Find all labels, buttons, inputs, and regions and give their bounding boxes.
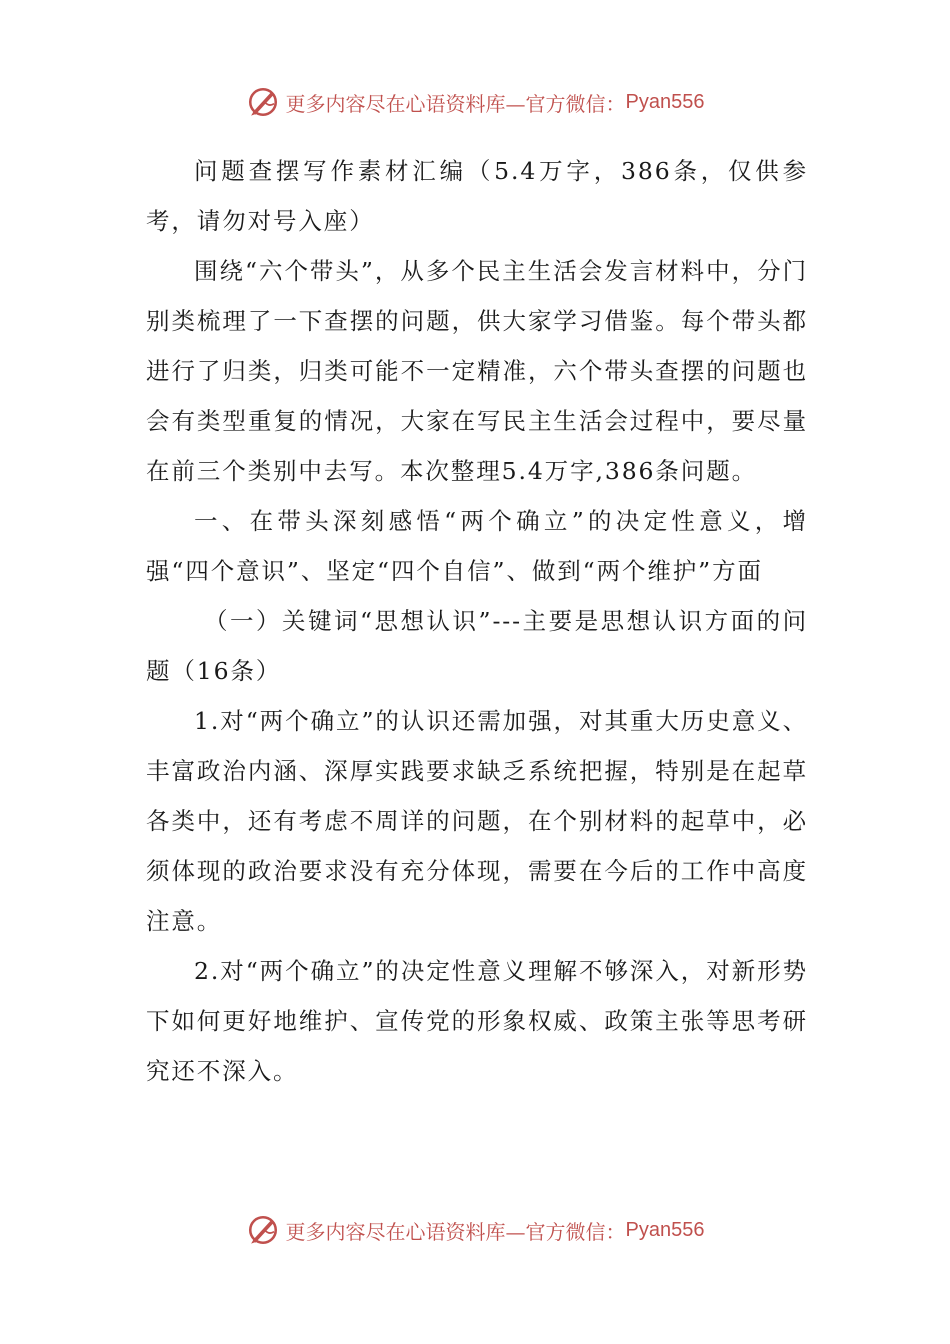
subsection-1-heading: （一）关键词“思想认识”---主要是思想认识方面的问题（16条） [146, 607, 808, 685]
pen-logo-icon [246, 1213, 280, 1247]
section-1-heading: 一、在带头深刻感悟“两个确立”的决定性意义，增强“四个意识”、坚定“四个自信”、做到“两个维护”方面 [146, 507, 808, 585]
header-wechat-id: Pyan556 [625, 90, 705, 113]
pen-logo-icon [246, 85, 280, 119]
footer-promo-text: 更多内容尽在心语资料库—官方微信： [285, 1219, 626, 1244]
document-title: 问题查摆写作素材汇编（5.4万字，386条，仅供参考，请勿对号入座） [146, 157, 808, 235]
footer-banner [0, 1210, 950, 1250]
header-banner [0, 82, 950, 122]
footer-wechat-id: Pyan556 [625, 1218, 705, 1241]
item-1: 1.对“两个确立”的认识还需加强，对其重大历史意义、丰富政治内涵、深厚实践要求缺乏系统把握，特别是在起草各类中，还有考虑不周详的问题，在个别材料的起草中，必须体现的政治要求没有充分体现，需要在今后的工作中高度注意。 [146, 707, 808, 935]
intro-paragraph: 围绕“六个带头”，从多个民主生活会发言材料中，分门别类梳理了一下查摆的问题，供大家学习借鉴。每个带头都进行了归类，归类可能不一定精准，六个带头查摆的问题也会有类型重复的情况，大家在写民主生活会过程中，要尽量在前三个类别中去写。本次整理5.4万字,386条问题。 [146, 257, 808, 485]
document-body [146, 146, 808, 1096]
header-promo-text: 更多内容尽在心语资料库—官方微信： [285, 91, 626, 116]
item-2: 2.对“两个确立”的决定性意义理解不够深入，对新形势下如何更好地维护、宣传党的形象权威、政策主张等思考研究还不深入。 [146, 957, 808, 1085]
